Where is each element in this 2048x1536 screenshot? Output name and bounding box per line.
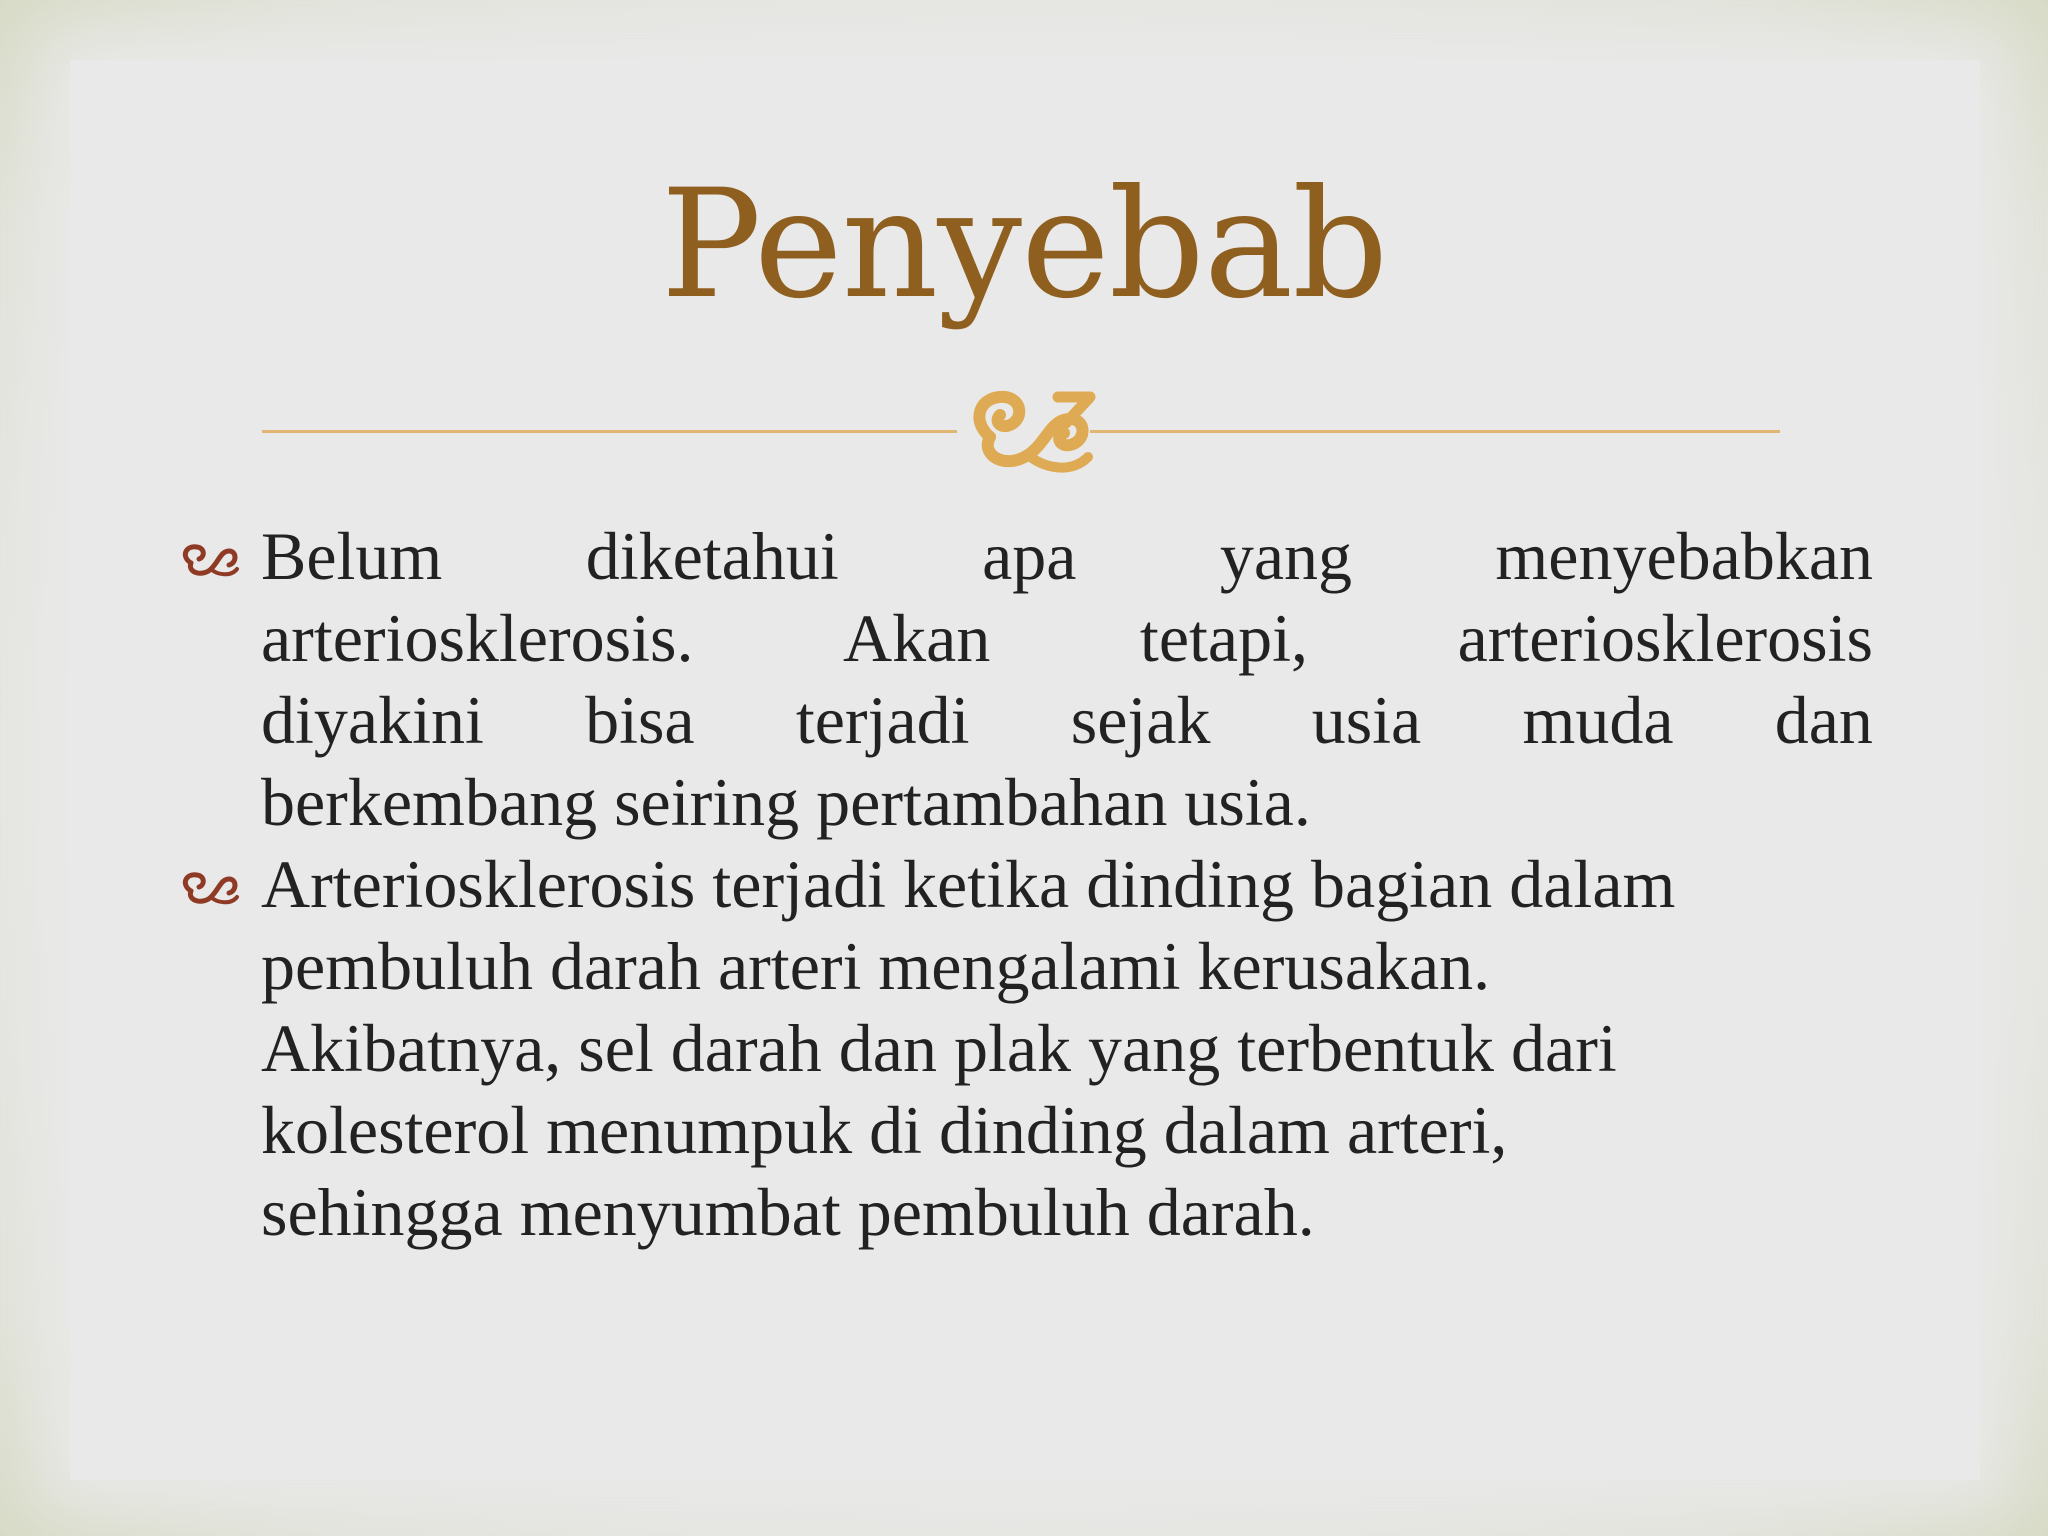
title-divider-right	[1090, 430, 1780, 433]
word: Belum	[261, 518, 443, 594]
word: diketahui	[585, 518, 839, 594]
word: arteriosklerosis.	[261, 600, 694, 676]
word: yang	[1219, 518, 1353, 594]
bullet-swirl-icon	[175, 517, 241, 606]
word: arteriosklerosis	[1457, 600, 1873, 676]
word: Akan	[843, 600, 991, 676]
bullet-text	[261, 843, 1875, 1253]
word: muda	[1522, 682, 1674, 758]
bullet-item	[175, 843, 1875, 1253]
bullet-item	[175, 515, 1875, 843]
word: bisa	[585, 682, 695, 758]
word: usia	[1311, 682, 1422, 758]
bullet-line: kolesterol menumpuk di dinding dalam arteri,	[261, 1092, 1508, 1168]
word: terjadi	[795, 682, 970, 758]
word: diyakini	[261, 682, 484, 758]
word: dan	[1774, 682, 1873, 758]
bullet-line: Arteriosklerosis terjadi ketika dinding bagian dalam	[261, 846, 1676, 922]
title-divider-left	[262, 430, 957, 433]
word: tetapi,	[1139, 600, 1308, 676]
bullet-line: sehingga menyumbat pembuluh darah.	[261, 1174, 1315, 1250]
bullet-swirl-icon	[175, 845, 241, 934]
slide-content	[175, 515, 1875, 1253]
bullet-text	[261, 515, 1873, 843]
bullet-line	[261, 597, 1873, 679]
bullet-line: Akibatnya, sel darah dan plak yang terbentuk dari	[261, 1010, 1617, 1086]
word: menyebabkan	[1495, 518, 1873, 594]
bullet-line	[261, 515, 1873, 597]
word: apa	[982, 518, 1077, 594]
ornament-swirl-icon	[950, 375, 1100, 485]
bullet-line: berkembang seiring pertambahan usia.	[261, 764, 1311, 840]
word: sejak	[1070, 682, 1211, 758]
bullet-line: pembuluh darah arteri mengalami kerusakan.	[261, 928, 1491, 1004]
bullet-swirl-icon-svg	[175, 867, 241, 907]
ornament-icon	[950, 375, 1100, 485]
bullet-line	[261, 679, 1873, 761]
bullet-swirl-icon-svg	[175, 539, 241, 579]
slide-title: Penyebab	[660, 158, 1388, 332]
